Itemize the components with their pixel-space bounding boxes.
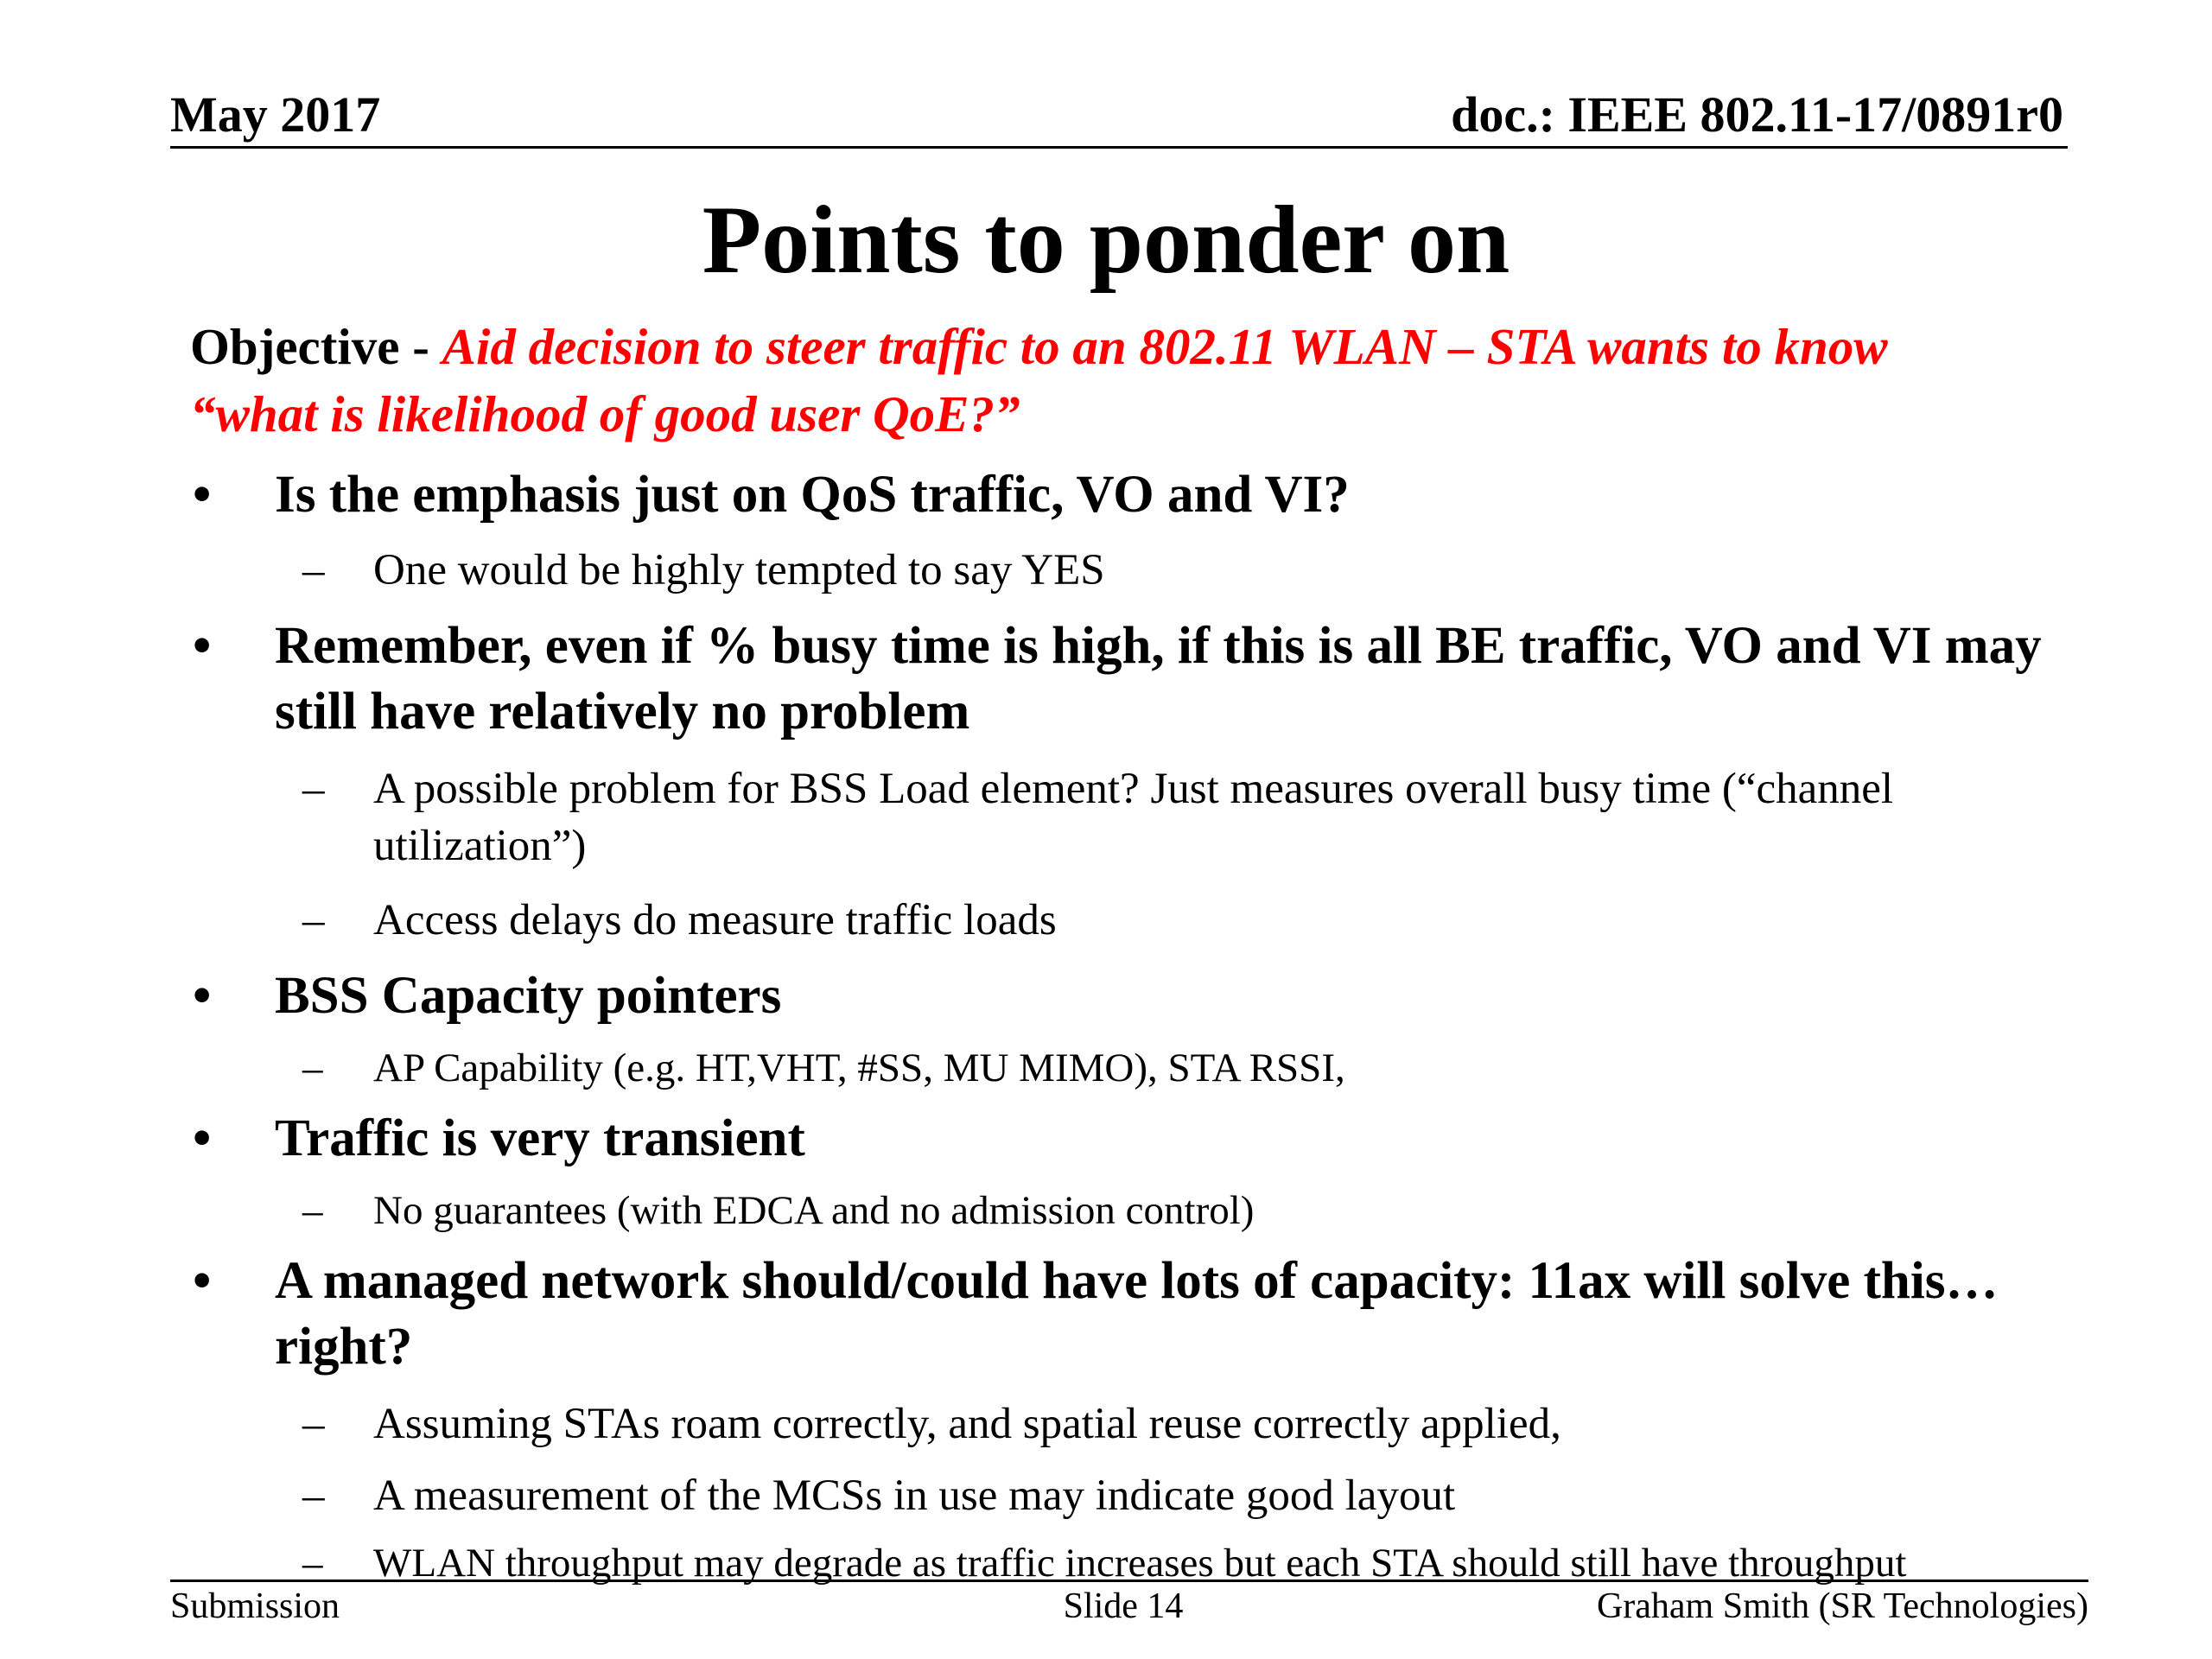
sub-bullet-text: WLAN throughput may degrade as traffic increases but each STA should still have throughput: [373, 1541, 1907, 1586]
sub-bullet-text: Access delays do measure traffic loads: [373, 896, 1057, 944]
footer-divider: [170, 1580, 2088, 1582]
sub-bullet-2-2: [302, 892, 2067, 949]
sub-bullet-5-2: [302, 1467, 2067, 1524]
objective: [190, 313, 2022, 448]
sub-bullet-text: A possible problem for BSS Load element? Just measures overall busy time (“channel utilization”): [373, 765, 1894, 870]
sub-bullet-text: A measurement of the MCSs in use may indicate good layout: [373, 1471, 1456, 1520]
bullet-marker: •: [193, 967, 212, 1025]
dash-marker: –: [302, 546, 325, 594]
footer-submission: Submission: [170, 1586, 340, 1626]
dash-marker: –: [302, 1188, 323, 1233]
footer-slide-number: Slide 14: [1063, 1586, 1184, 1626]
bullet-text: A managed network should/could have lots of capacity: 11ax will solve this…right?: [275, 1252, 1999, 1376]
dash-marker: –: [302, 765, 325, 813]
bullet-2: [193, 613, 2055, 745]
footer-author: Graham Smith (SR Technologies): [1596, 1586, 2088, 1626]
slide-title: Points to ponder on: [702, 187, 1510, 294]
objective-label: Objective -: [190, 318, 442, 375]
bullet-1: [193, 462, 2055, 528]
sub-bullet-4-1: [302, 1182, 2067, 1239]
sub-bullet-1-1: [302, 542, 2067, 599]
dash-marker: –: [302, 1541, 323, 1586]
sub-bullet-text: AP Capability (e.g. HT,VHT, #SS, MU MIMO), STA RSSI,: [373, 1046, 1345, 1090]
header-doc-number: doc.: IEEE 802.11-17/0891r0: [1451, 86, 2063, 143]
dash-marker: –: [302, 1046, 323, 1090]
bullet-3: [193, 963, 2055, 1029]
dash-marker: –: [302, 1400, 325, 1448]
bullet-marker: •: [193, 1109, 212, 1167]
bullet-text: Traffic is very transient: [275, 1109, 805, 1167]
bullet-marker: •: [193, 1252, 212, 1310]
sub-bullet-5-3: [302, 1535, 2067, 1592]
bullet-text: Is the emphasis just on QoS traffic, VO and VI?: [275, 466, 1350, 524]
sub-bullet-text: No guarantees (with EDCA and no admission control): [373, 1188, 1255, 1233]
sub-bullet-text: One would be highly tempted to say YES: [373, 546, 1105, 594]
objective-text: Aid decision to steer traffic to an 802.11 WLAN – STA wants to know “what is likelihood of good user QoE?”: [190, 318, 1888, 442]
bullet-marker: •: [193, 466, 212, 524]
bullet-marker: •: [193, 617, 212, 675]
sub-bullet-2-1: [302, 760, 2067, 874]
header-divider: [170, 146, 2068, 149]
sub-bullet-text: Assuming STAs roam correctly, and spatial reuse correctly applied,: [373, 1400, 1561, 1448]
sub-bullet-3-1: [302, 1039, 2067, 1096]
sub-bullet-5-1: [302, 1395, 2067, 1452]
dash-marker: –: [302, 896, 325, 944]
bullet-text: BSS Capacity pointers: [275, 967, 782, 1025]
bullet-5: [193, 1249, 2055, 1380]
bullet-text: Remember, even if % busy time is high, if this is all BE traffic, VO and VI may still have relatively no problem: [275, 617, 2042, 741]
dash-marker: –: [302, 1471, 325, 1520]
bullet-4: [193, 1106, 2055, 1172]
header-date: May 2017: [170, 86, 381, 143]
